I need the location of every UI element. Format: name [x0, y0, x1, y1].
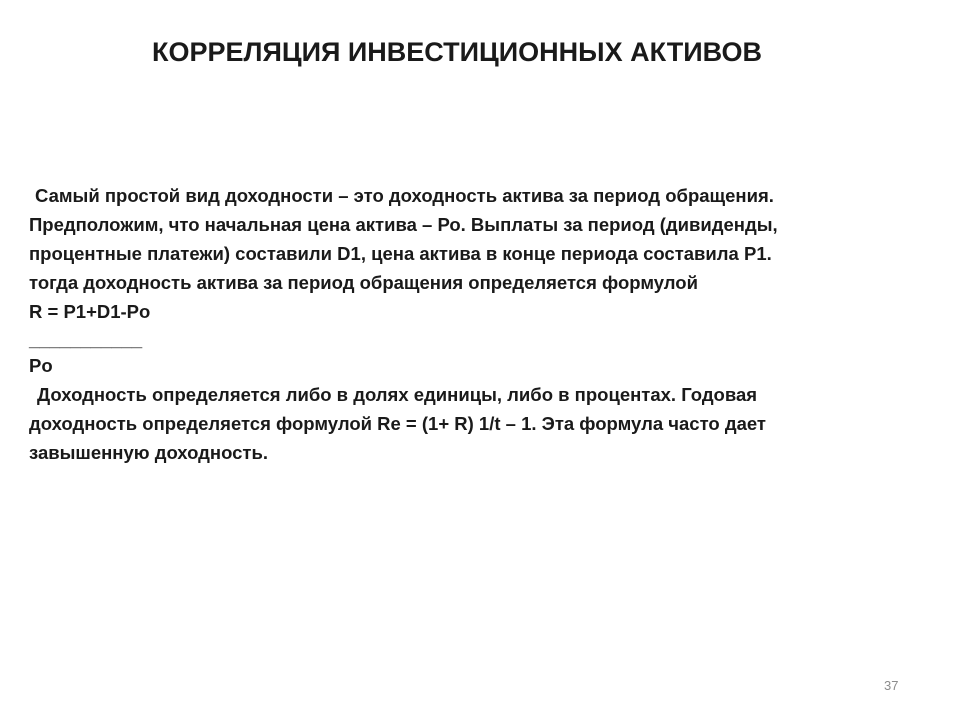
- paragraph-2-line-2: доходность определяется формулой Re = (1+ R) 1/t – 1. Эта формула часто дает: [29, 413, 766, 434]
- formula-denominator: Po: [29, 355, 53, 376]
- paragraph-1-line-2: Предположим, что начальная цена актива – Ро. Выплаты за период (дивиденды,: [29, 214, 778, 235]
- formula-fraction-bar: ___________: [29, 329, 143, 350]
- slide-title: КОРРЕЛЯЦИЯ ИНВЕСТИЦИОННЫХ АКТИВОВ: [152, 37, 762, 67]
- paragraph-2-line-1: Доходность определяется либо в долях единицы, либо в процентах. Годовая: [37, 384, 758, 405]
- slide-body: [29, 181, 909, 467]
- page-number: 37: [884, 678, 899, 693]
- paragraph-1-line-1: Самый простой вид доходности – это доходность актива за период обращения.: [35, 185, 774, 206]
- paragraph-2-line-3: завышенную доходность.: [29, 442, 269, 463]
- paragraph-1-line-4: тогда доходность актива за период обращения определяется формулой: [29, 272, 698, 293]
- paragraph-1-line-3: процентные платежи) составили D1, цена актива в конце периода составила Р1.: [29, 243, 772, 264]
- formula-numerator: R = P1+D1-Po: [29, 301, 151, 322]
